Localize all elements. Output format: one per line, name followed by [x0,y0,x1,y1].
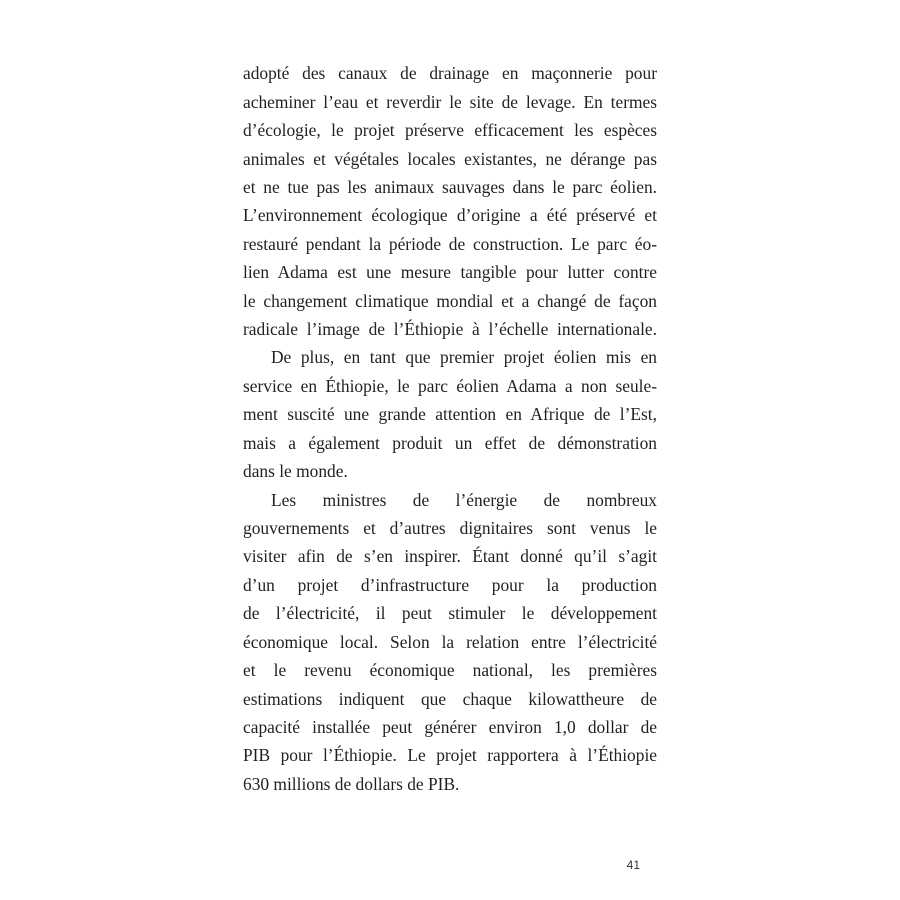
text-line: et le revenu économique national, les premières [243,660,657,680]
text-line: et ne tue pas les animaux sauvages dans le parc éolien. [243,177,657,197]
text-line: De plus, en tant que premier projet éolien mis en [271,347,657,367]
text-line: animales et végétales locales existantes, ne dérange pas [243,149,657,169]
text-line: mais a également produit un effet de démonstration [243,433,657,453]
text-line: dans le monde. [243,461,348,481]
text-line: PIB pour l’Éthiopie. Le projet rapportera à l’Éthiopie [243,745,657,765]
text-line: service en Éthiopie, le parc éolien Adama a non seule- [243,376,657,396]
text-line: L’environnement écologique d’origine a été préservé et [243,205,657,225]
text-line: 630 millions de dollars de PIB. [243,774,460,794]
text-line: gouvernements et d’autres dignitaires sont venus le [243,518,657,538]
text-line: d’écologie, le projet préserve efficacement les espèces [243,120,657,140]
text-line: adopté des canaux de drainage en maçonnerie pour [243,63,657,83]
text-line: Les ministres de l’énergie de nombreux [271,490,657,510]
text-line: capacité installée peut générer environ 1,0 dollar de [243,717,657,737]
text-line: d’un projet d’infrastructure pour la production [243,575,657,595]
page-number: 41 [626,858,640,872]
text-line: restauré pendant la période de construction. Le parc éo- [243,234,657,254]
text-line: lien Adama est une mesure tangible pour lutter contre [243,262,657,282]
text-line: acheminer l’eau et reverdir le site de levage. En termes [243,92,657,112]
text-line: estimations indiquent que chaque kilowattheure de [243,689,657,709]
text-line: ment suscité une grande attention en Afrique de l’Est, [243,404,657,424]
text-line: le changement climatique mondial et a changé de façon [243,291,657,311]
text-line: de l’électricité, il peut stimuler le développement [243,603,657,623]
text-line: visiter afin de s’en inspirer. Étant donné qu’il s’agit [243,546,657,566]
text-line: économique local. Selon la relation entre l’électricité [243,632,657,652]
text-line: radicale l’image de l’Éthiopie à l’échelle internationale. [243,319,657,339]
